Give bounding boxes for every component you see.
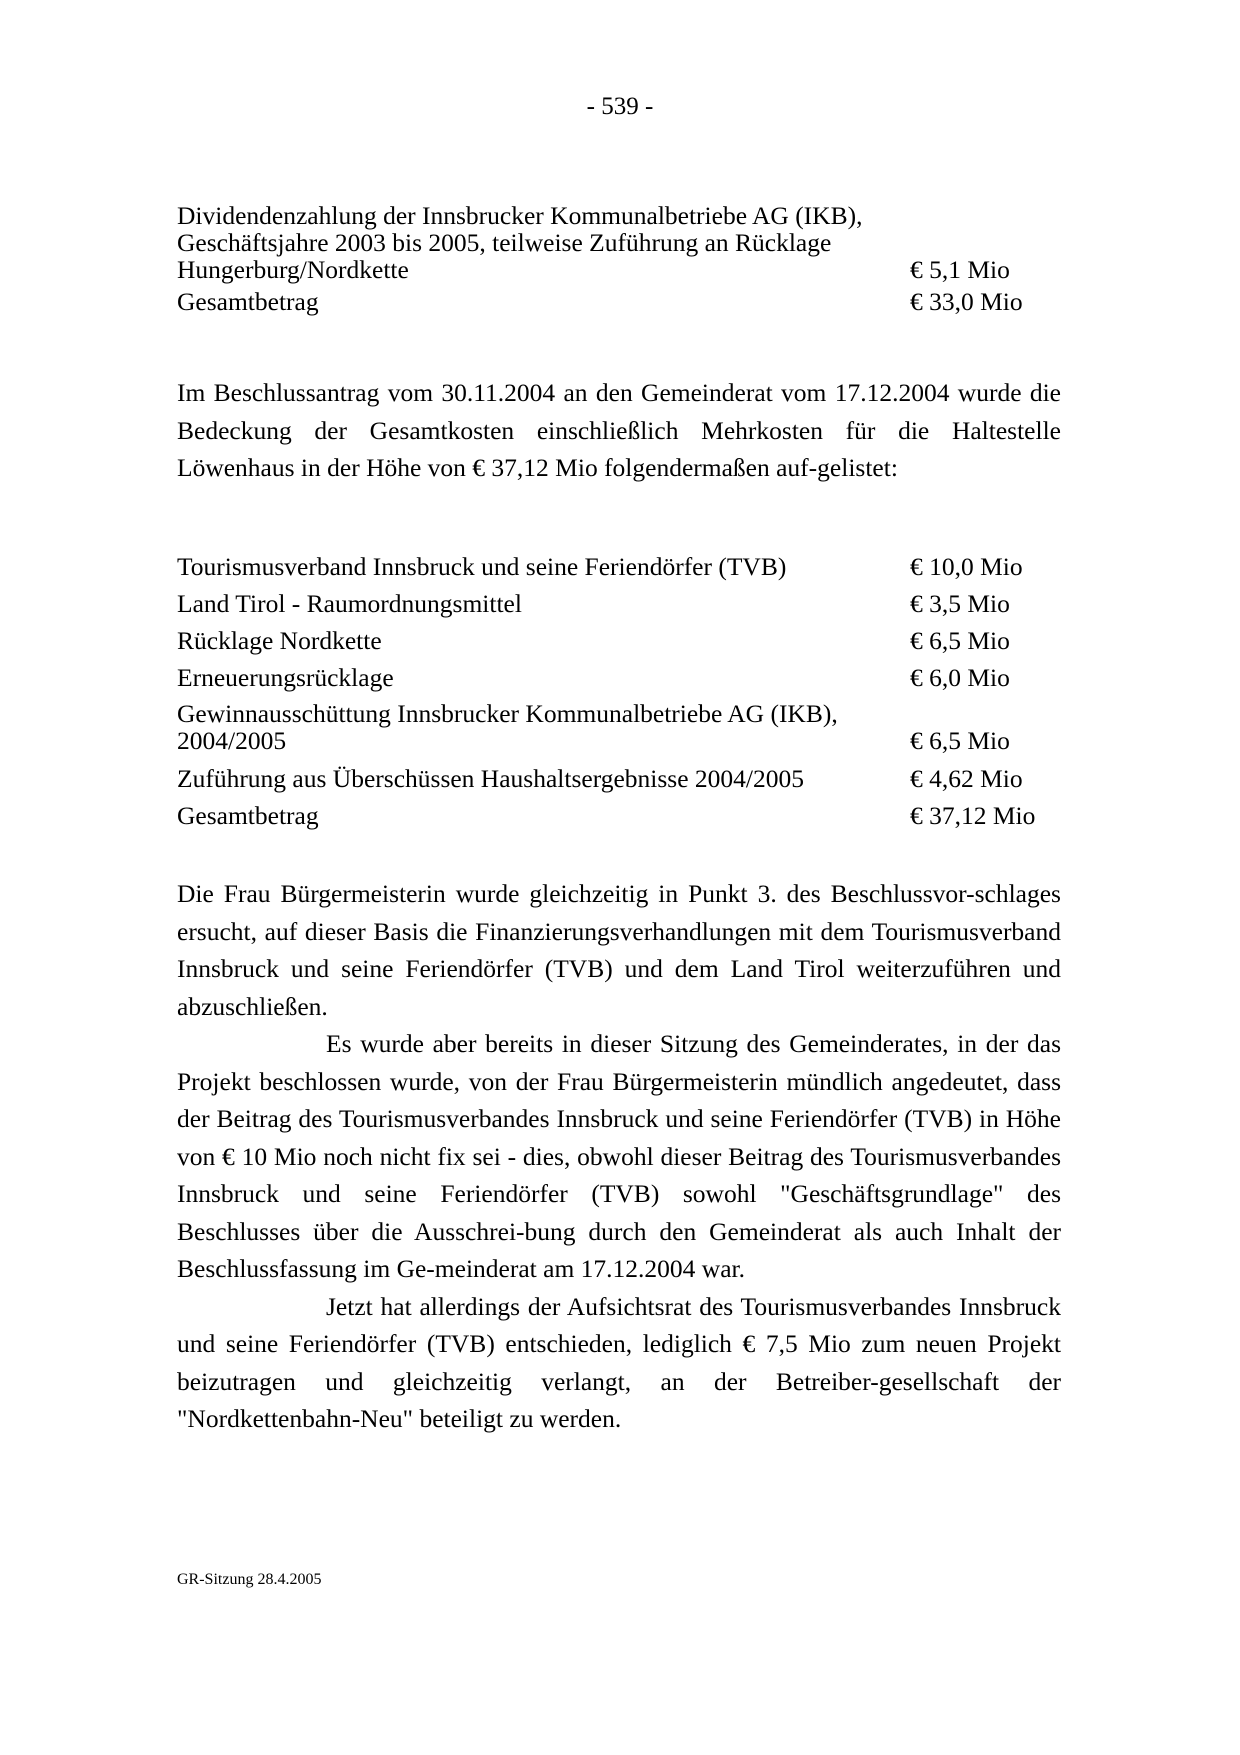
row-amount: € 3,5 Mio: [910, 589, 1010, 618]
row-amount: € 5,1 Mio: [910, 255, 1010, 284]
footer-session-note: GR-Sitzung 28.4.2005: [177, 1571, 322, 1588]
paragraph-coverage-intro: [177, 374, 1061, 487]
row-label-line: Dividendenzahlung der Innsbrucker Kommunalbetriebe AG (IKB),: [177, 201, 863, 230]
row-label-line: Gewinnausschüttung Innsbrucker Kommunalbetriebe AG (IKB),: [177, 699, 838, 728]
table-row: [177, 622, 1061, 659]
row-amount: € 10,0 Mio: [910, 552, 1023, 581]
table-row: [177, 760, 1061, 797]
row-amount: € 6,5 Mio: [910, 626, 1010, 655]
total-label: Gesamtbetrag: [177, 287, 319, 316]
row-label: Erneuerungsrücklage: [177, 663, 394, 692]
row-label-line: Hungerburg/Nordkette: [177, 255, 409, 284]
row-label-line: Geschäftsjahre 2003 bis 2005, teilweise Zuführung an Rücklage: [177, 228, 832, 257]
row-label: Zuführung aus Überschüssen Haushaltsergebnisse 2004/2005: [177, 764, 805, 793]
row-label-line: 2004/2005: [177, 726, 287, 755]
paragraph-text: Jetzt hat allerdings der Aufsichtsrat des Tourismusverbandes Innsbruck und seine Feriendörfer (TVB) entschieden, lediglich € 7,5 Mio zum neuen Projekt beizutragen und gleichzeitig verlangt, an der Betreiber-gesellschaft der "Nordkettenbahn-Neu" beteiligt zu werden.: [177, 1291, 1061, 1433]
row-label: Tourismusverband Innsbruck und seine Feriendörfer (TVB): [177, 552, 787, 581]
paragraph-text: Es wurde aber bereits in dieser Sitzung des Gemeinderates, in der das Projekt beschlossen wurde, von der Frau Bürgermeisterin mündlich angedeutet, dass der Beitrag des Tourismusverbandes Innsbruck und seine Feriendörfer (TVB) in Höhe von € 10 Mio noch nicht fix sei - dies, obwohl dieser Beitrag des Tourismusverbandes Innsbruck und seine Feriendörfer (TVB) sowohl "Geschäftsgrundlage" des Beschlusses über die Ausschrei-bung durch den Gemeinderat als auch Inhalt der Beschlussfassung im Ge-meinderat am 17.12.2004 war.: [177, 1029, 1061, 1283]
table-row: [177, 700, 1061, 754]
first-funding-table: [177, 202, 1061, 320]
table-row: [177, 548, 1061, 585]
table-row: [177, 202, 1061, 283]
paragraph-text: Die Frau Bürgermeisterin wurde gleichzeitig in Punkt 3. des Beschlussvor-schlages ersucht, auf dieser Basis die Finanzierungsverhandlungen mit dem Tourismusverband Innsbruck und seine Feriendörfer (TVB) und dem Land Tirol weiterzuführen und abzuschließen.: [177, 879, 1061, 1021]
table-row: [177, 585, 1061, 622]
row-amount: € 6,5 Mio: [910, 726, 1010, 755]
row-label: Rücklage Nordkette: [177, 626, 382, 655]
total-amount: € 33,0 Mio: [910, 287, 1023, 316]
total-row: [177, 283, 1061, 320]
row-amount: € 6,0 Mio: [910, 663, 1010, 692]
total-amount: € 37,12 Mio: [910, 801, 1036, 830]
second-funding-table: [177, 548, 1061, 834]
row-label: Land Tirol - Raumordnungsmittel: [177, 589, 522, 618]
paragraph-text: Im Beschlussantrag vom 30.11.2004 an den Gemeinderat vom 17.12.2004 wurde die Bedeckung der Gesamtkosten einschließlich Mehrkosten für die Haltestelle Löwenhaus in der Höhe von € 37,12 Mio folgendermaßen auf-gelistet:: [177, 378, 1061, 482]
total-label: Gesamtbetrag: [177, 801, 319, 830]
table-row: [177, 659, 1061, 696]
row-amount: € 4,62 Mio: [910, 764, 1023, 793]
total-row: [177, 797, 1061, 834]
page-number: - 539 -: [586, 93, 654, 120]
body-paragraphs: [177, 875, 1061, 1438]
